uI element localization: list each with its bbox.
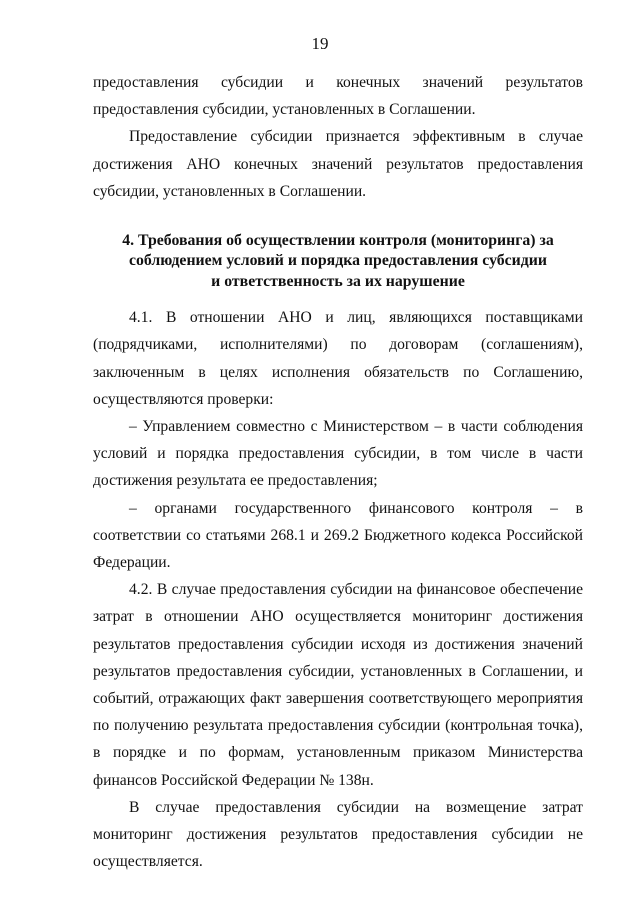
section-heading-line-3: и ответственность за их нарушение bbox=[211, 272, 465, 290]
paragraph-4-1: 4.1. В отношении АНО и лиц, являющихся поставщиками (подрядчиками, исполнителями) по договорам (соглашениям), заключенным в целях исполнения обязательств по Соглашению, осуществляются проверки: bbox=[93, 309, 583, 408]
bullet-state-financial-control: – органами государственного финансового контроля – в соответствии со статьями 268.1 и 269.2 Бюджетного кодекса Российской Федерации. bbox=[93, 499, 583, 572]
document-body bbox=[93, 69, 583, 876]
section-heading-line-2: соблюдением условий и порядка предоставления субсидии bbox=[129, 252, 547, 270]
paragraph-4-2: 4.2. В случае предоставления субсидии на финансовое обеспечение затрат в отношении АНО осуществляется мониторинг достижения результатов предоставления субсидии исходя из достижения значений результатов предоставления субсидии, установленных в Соглашении, и событий, отражающих факт завершения соответствующего мероприятия по получению результата предоставления субсидии (контрольная точка), в порядке и по формам, установленным приказом Министерства финансов Российской Федерации № 138н. bbox=[93, 581, 583, 789]
paragraph-continuation: предоставления субсидии и конечных значений результатов предоставления субсидии, установленных в Соглашении. bbox=[93, 74, 583, 119]
bullet-management-inspection: – Управлением совместно с Министерством – в части соблюдения условий и порядка предоставления субсидии, в том числе в части достижения результата ее предоставления; bbox=[93, 418, 583, 490]
section-heading bbox=[93, 231, 583, 292]
paragraph-effectiveness: Предоставление субсидии признается эффективным в случае достижения АНО конечных значений результатов предоставления субсидии, установленных в Соглашении. bbox=[93, 128, 583, 200]
paragraph-reimbursement: В случае предоставления субсидии на возмещение затрат мониторинг достижения результатов предоставления субсидии не осуществляется. bbox=[93, 798, 583, 871]
page-number: 19 bbox=[311, 34, 329, 53]
section-heading-line-1: 4. Требования об осуществлении контроля (мониторинга) за bbox=[122, 232, 554, 250]
